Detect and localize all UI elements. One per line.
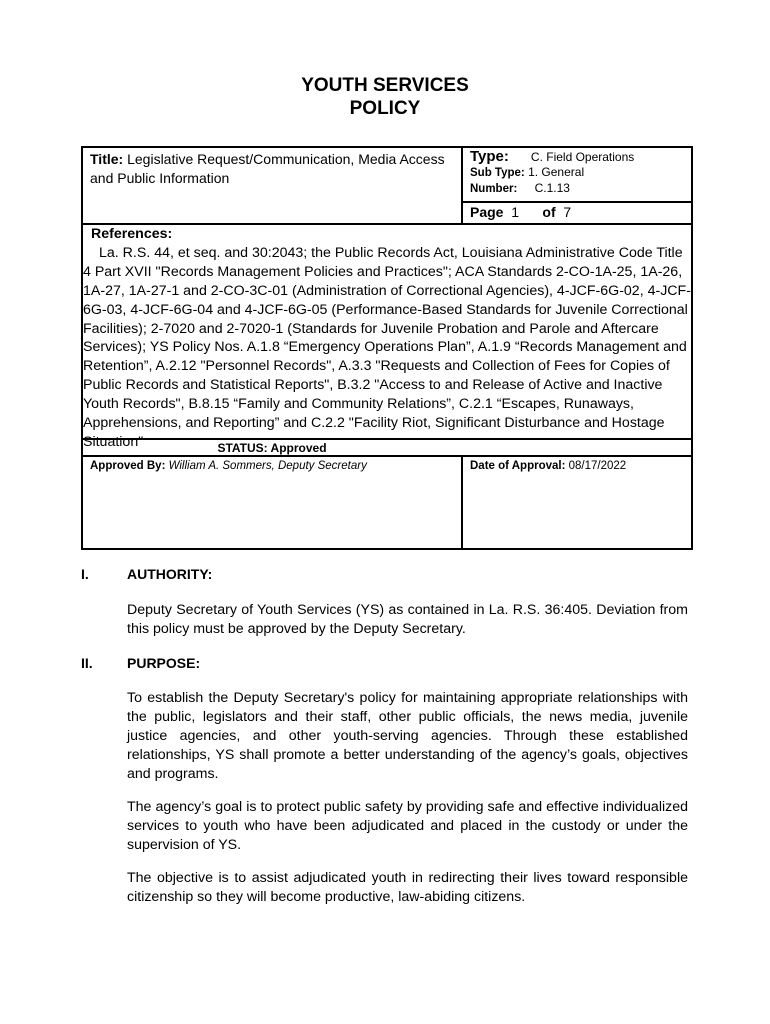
policy-title-value: Legislative Request/Communication, Media Access and Public Information <box>90 151 445 186</box>
header-divider-type-page <box>461 201 693 203</box>
references-block <box>83 225 691 452</box>
of-label: of <box>542 204 556 220</box>
approved-by <box>90 460 367 472</box>
type-label: Type: <box>470 148 509 165</box>
approved-by-label: Approved By: <box>90 460 166 472</box>
document-title-line1: YOUTH SERVICES <box>301 75 469 96</box>
number-label: Number: <box>470 183 518 195</box>
approved-by-value: William A. Sommers, Deputy Secretary <box>168 460 367 472</box>
header-divider-approval <box>81 455 693 457</box>
page-label: Page <box>470 204 504 220</box>
section-heading: PURPOSE: <box>127 655 201 671</box>
references-text: La. R.S. 44, et seq. and 30:2043; the Public Records Act, Louisiana Administrative Code Title 4 Part XVII "Records Management Policies and Practices"; ACA Standards 2-CO-1A-25, 1A-26, 1A-27, 1A-27-1 and 2-CO-3C-01 (Administration of Correctional Agencies), 4-JCF-6G-02, 4-JCF-6G-03, 4-JCF-6G-04 and 4-JCF-6G-05 (Performance-Based Standards for Juvenile Correctional Facilities); 2-7020 and 2-7020-1 (Standards for Juvenile Probation and Parole and Aftercare Services); YS Policy Nos. A.1.8 “Emergency Operations Plan”, A.1.9 “Records Management and Retention”, A.2.12 "Personnel Records", A.3.3 "Requests and Collection of Fees for Copies of Public Records and Statistical Reports", B.3.2 "Access to and Release of Active and Inactive Youth Records", B.8.15 “Family and Community Relations”, C.2.1 “Escapes, Runaways, Apprehensions, and Reporting” and C.2.2 "Facility Riot, Significant Disturbance and Hostage Situation" <box>83 244 691 450</box>
status-badge: STATUS: Approved <box>217 441 327 455</box>
section-paragraph: The objective is to assist adjudicated youth in redirecting their lives toward responsible citizenship so they will become productive, law-abiding citizens. <box>127 870 688 905</box>
section-number: II. <box>81 655 93 671</box>
policy-title-cell <box>90 150 450 188</box>
number-value: C.1.13 <box>534 181 570 195</box>
policy-title-label: Title: <box>90 151 124 167</box>
section-paragraph: The agency’s goal is to protect public safety by providing safe and effective individualized services to youth who have been adjudicated and placed in the custody or under the supervision of YS. <box>127 799 688 853</box>
type-value: C. Field Operations <box>530 150 635 164</box>
approval-divider-vertical <box>461 455 463 550</box>
section-number: I. <box>81 566 89 582</box>
page-total: 7 <box>563 204 572 220</box>
references-label: References: <box>91 226 173 242</box>
subtype-label: Sub Type: <box>470 167 525 179</box>
subtype-value: 1. General <box>528 165 585 179</box>
header-divider-vertical <box>461 146 463 225</box>
section-paragraph: To establish the Deputy Secretary's policy for maintaining appropriate relationships with the public, legislators and their staff, other public officials, the news media, juvenile justice agencies, and other youth-serving agencies. Through these established relationships, YS shall promote a better understanding of the agency’s goals, objectives and programs. <box>127 690 688 782</box>
section-heading: AUTHORITY: <box>127 566 213 582</box>
section-paragraph: Deputy Secretary of Youth Services (YS) as contained in La. R.S. 36:405. Deviation from this policy must be approved by the Deputy Secretary. <box>127 602 688 637</box>
approval-date-label: Date of Approval: <box>470 460 566 472</box>
page-indicator <box>470 204 571 221</box>
policy-type-cell <box>470 149 690 197</box>
approval-date-value: 08/17/2022 <box>568 460 627 472</box>
document-title <box>0 74 770 120</box>
document-title-line2: POLICY <box>349 98 421 119</box>
approval-date <box>470 460 626 472</box>
page-number: 1 <box>511 204 520 220</box>
